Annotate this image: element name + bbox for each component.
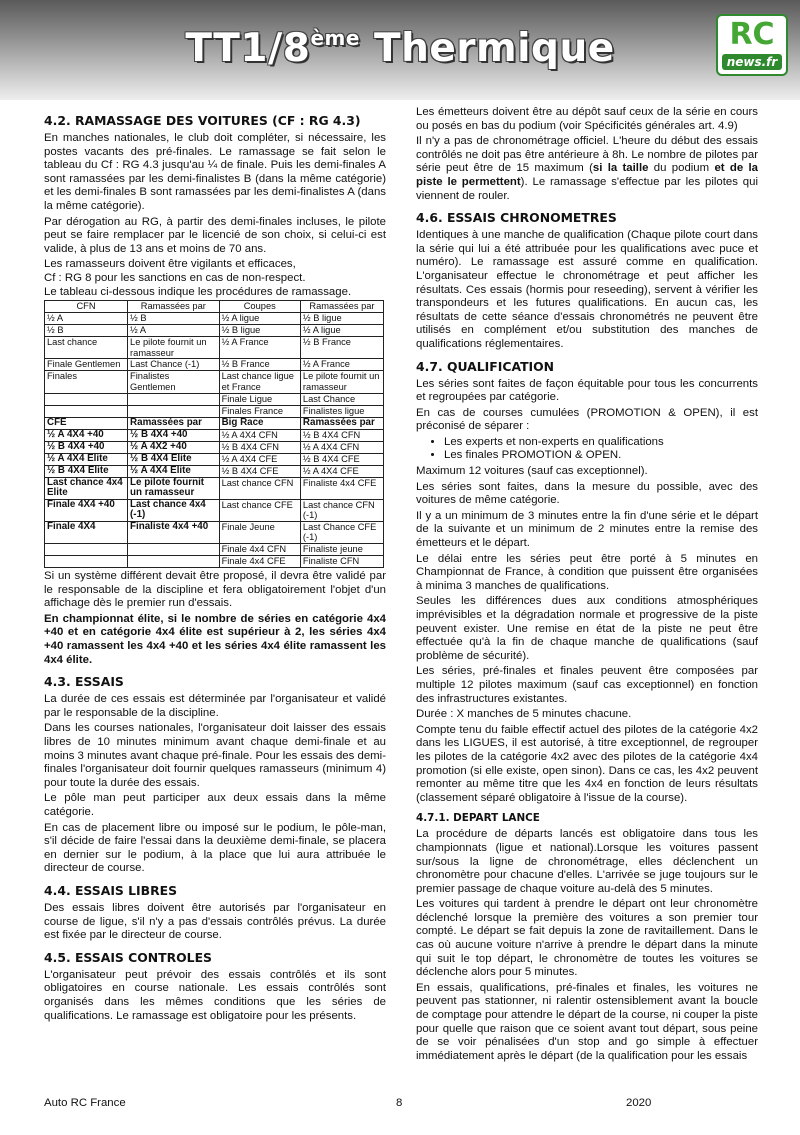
footer-publisher: Auto RC France bbox=[44, 1097, 126, 1109]
table-row bbox=[45, 429, 384, 441]
paragraph: L'organisateur peut prévoir des essais contrôlés et ils sont obligatoires en course nationale. Les essais contrôlés sont organisés dans les mêmes conditions que les séries de qualifications. Le ramassage est obligatoire pour les présents. bbox=[44, 968, 386, 1022]
paragraph: En cas de courses cumulées (PROMOTION & OPEN), il est préconisé de séparer : bbox=[416, 406, 758, 433]
section-4-3-title: 4.3. ESSAIS bbox=[44, 674, 124, 690]
table-cell: ½ A bbox=[128, 325, 220, 337]
paragraph: Le délai entre les séries peut être porté à 5 minutes en Championnat de France, à condition que puissent être organisées à minima 3 manches de qualifications. bbox=[416, 552, 758, 592]
paragraph: Cf : RG 8 pour les sanctions en cas de non-respect. bbox=[44, 271, 306, 284]
table-cell: Finale Jeune bbox=[219, 521, 300, 543]
paragraph: Par dérogation au RG, à partir des demi-finales incluses, le pilote peut se faire remplacer par le licencié de son choix, si celui-ci est valide, à plus de 13 ans et moins de 70 ans. bbox=[44, 215, 386, 255]
paragraph: Si un système différent devait être proposé, il devra être validé par le responsable de la discipline et fera obligatoirement l'objet d'un affichage dès le premier run d'essais. bbox=[44, 570, 386, 610]
paragraph: Compte tenu du faible effectif actuel des pilotes de la catégorie 4x2 dans les LIGUES, il est autorisé, à titre exceptionnel, de regrouper les pilotes de la catégorie 4x2 avec des pilotes de la catégorie 4x4 promotion (si elle existe, open sinon). Dans ce cas, les 4x2 peuvent remonter au même titre que les 4x4 en fonction de leurs résultats (classement séparé obligatoire à l'issue de la course). bbox=[416, 723, 758, 804]
table-cell: Finaliste jeune bbox=[300, 544, 383, 556]
table-cell: ½ B ligue bbox=[300, 313, 383, 325]
table-cell: Last chance 4x4 (-1) bbox=[128, 499, 220, 521]
table-cell: Finale 4x4 CFE bbox=[219, 556, 300, 568]
paragraph: Il y a un minimum de 3 minutes entre la fin d'une série et le départ de la suivante et un minimum de 2 minutes entre la remise des émetteurs et le départ. bbox=[416, 509, 758, 550]
ramassage-table bbox=[44, 300, 384, 568]
table-row bbox=[45, 313, 384, 325]
paragraph: Le tableau ci-dessous indique les procédures de ramassage. bbox=[44, 285, 352, 298]
paragraph: Maximum 12 voitures (sauf cas exceptionnel). bbox=[416, 465, 648, 478]
table-cell: Finale 4x4 CFN bbox=[219, 544, 300, 556]
table-cell bbox=[45, 544, 128, 556]
table-row bbox=[45, 453, 384, 465]
logo-news-text: news.fr bbox=[722, 54, 782, 70]
table-cell: ½ B 4X4 CFE bbox=[300, 453, 383, 465]
table-cell: Le pilote fournit un ramasseur bbox=[128, 337, 220, 359]
table-cell: Finale 4X4 bbox=[45, 521, 128, 543]
section-4-4-title: 4.4. ESSAIS LIBRES bbox=[44, 882, 178, 898]
page-title bbox=[0, 26, 800, 71]
paragraph: La durée de ces essais est déterminée par l'organisateur et validé par le responsable de la discipline. bbox=[44, 693, 386, 719]
table-row bbox=[45, 371, 384, 393]
table-row bbox=[45, 477, 384, 499]
table-header-row bbox=[45, 301, 384, 313]
table-cell: ½ B 4X4 Elite bbox=[45, 465, 128, 477]
table-header-cell: Ramassées par bbox=[128, 301, 220, 313]
table-cell: Le pilote fournit un ramasseur bbox=[128, 477, 220, 499]
table-cell: Big Race bbox=[219, 417, 300, 429]
table-header-cell: Ramassées par bbox=[300, 301, 383, 313]
paragraph: La procédure de départs lancés est obligatoire dans tous les championnats (ligue et national).Lorsque les voitures passent sur/sous la ligne de chronométrage, elles déclenchent un chronomètre pour chacune d'elles. L'arrivée se juge toujours sur le premier passage de chaque voiture au-delà des 5 minutes. bbox=[416, 828, 758, 895]
list-item: • Les experts et non-experts en qualifications bbox=[444, 436, 758, 450]
text-run: du podium bbox=[648, 162, 715, 175]
table-cell: Finaliste CFN bbox=[300, 556, 383, 568]
paragraph: Le pôle man peut participer aux deux essais dans la même catégorie. bbox=[44, 792, 386, 818]
bold-text-run: si la taille bbox=[592, 162, 649, 175]
table-row bbox=[45, 405, 384, 417]
table-cell: Last chance bbox=[45, 337, 128, 359]
table-cell: ½ A 4X4 CFE bbox=[219, 453, 300, 465]
table-cell bbox=[128, 393, 220, 405]
title-superscript: ème bbox=[310, 26, 360, 50]
bullet-list bbox=[416, 436, 758, 463]
text-run: ). Le ramassage s'effectue par les pilotes qui viennent de rouler. bbox=[416, 175, 758, 202]
table-cell: ½ A ligue bbox=[219, 313, 300, 325]
table-cell: ½ A France bbox=[219, 337, 300, 359]
paragraph: En essais, qualifications, pré-finales et finales, les voitures ne peuvent pas stationner, ni ralentir ostensiblement avant la boucle de comptage pour attendre le départ de la course, ni couper la piste pour quelle que raison que ce soient avant tout départ, sous peine de se voir pénalisées d'un stop and go simple à effectuer immédiatement après le départ (de la qualification pour les essais bbox=[416, 981, 758, 1062]
table-cell: Le pilote fournit un ramasseur bbox=[300, 371, 383, 393]
table-cell: Finale 4X4 +40 bbox=[45, 499, 128, 521]
table-cell: ½ B 4X4 CFN bbox=[300, 429, 383, 441]
table-cell: ½ B 4X4 CFN bbox=[219, 441, 300, 453]
table-cell: Last Chance bbox=[300, 393, 383, 405]
bold-text-run: et de la piste le permettent bbox=[416, 162, 759, 188]
list-item: • Les finales PROMOTION & OPEN. bbox=[444, 449, 758, 463]
paragraph: Durée : X manches de 5 minutes chacune. bbox=[416, 708, 632, 721]
table-cell: Ramassées par bbox=[128, 417, 220, 429]
table-row bbox=[45, 556, 384, 568]
footer-year: 2020 bbox=[626, 1097, 652, 1109]
table-cell bbox=[45, 393, 128, 405]
table-cell: ½ A France bbox=[300, 359, 383, 371]
left-column bbox=[44, 106, 386, 1025]
table-header-cell: Coupes bbox=[219, 301, 300, 313]
table-cell: ½ A 4X4 CFN bbox=[219, 429, 300, 441]
table-cell bbox=[128, 544, 220, 556]
paragraph: Les voitures qui tardent à prendre le départ ont leur chronomètre déclenché lorsque la première des voitures a son premier tour compté. Le départ se fait depuis la zone de ravitaillement. Dans le cas où aucune voiture n'arrive à prendre le départ dans la minute qui suit le top départ, le chronomètre de toutes les voitures se déclenche alors pour 5 minutes. bbox=[416, 898, 758, 979]
table-cell: Last chance CFN bbox=[219, 477, 300, 499]
table-cell: Last chance 4x4 Elite bbox=[45, 477, 128, 499]
paragraph: En manches nationales, le club doit compléter, si nécessaire, les postes vacants des pré-finales. Le ramassage se fait selon le tableau du Cf : RG 4.3 jusqu'au ¼ de finale. Puis les demi-finales A sont ramassées par les demi-finalistes B (dans la même catégorie) et les demi-finales B sont ramassées par les demi-finalistes A (dans la même catégorie). bbox=[44, 132, 386, 212]
page-header bbox=[0, 0, 800, 100]
paragraph: Seules les différences dues aux conditions atmosphériques imprévisibles et la dégradation normale et progressive de la piste peuvent exister. Une remise en état de la piste ne peut être effectuée qu'à la fin de chaque manche de qualifications (sauf problème de sécurité). bbox=[416, 595, 758, 662]
section-4-7-1-title: 4.7.1. DEPART LANCE bbox=[416, 812, 540, 825]
paragraph: Les ramasseurs doivent être vigilants et efficaces, bbox=[44, 258, 296, 271]
table-cell: ½ B 4X4 CFE bbox=[219, 465, 300, 477]
table-cell: ½ A 4X4 CFN bbox=[300, 441, 383, 453]
table-row bbox=[45, 499, 384, 521]
rc-news-logo bbox=[716, 14, 788, 76]
table-cell: Last chance CFN (-1) bbox=[300, 499, 383, 521]
text-run: Il n'y a pas de chronométrage officiel. L'heure du début des essais contrôlés ne doit pas être antérieure à 8h. Le nombre de pilotes par série peut être de 15 maximum ( bbox=[416, 135, 758, 175]
paragraph: Dans les courses nationales, l'organisateur doit laisser des essais libres de 10 minutes minimum avant chaque demi-finale et au moins 3 minutes avant chaque pré-finale. Pour les essais des demi-finales l'organisateur doit fournir quelques ramasseurs (minimum 4) pour toute la durée des essais. bbox=[44, 722, 386, 789]
table-cell: CFE bbox=[45, 417, 128, 429]
paragraph: En cas de placement libre ou imposé sur le podium, le pôle-man, s'il décide de faire l'essai dans la deuxième demi-finale, se placera en dernier sur le podium, à la place que lui aura attribuée le directeur de course. bbox=[44, 821, 386, 875]
table-cell: Last Chance (-1) bbox=[128, 359, 220, 371]
table-cell: Finalistes ligue bbox=[300, 405, 383, 417]
paragraph: Les émetteurs doivent être au dépôt sauf ceux de la série en cours ou posés en bas du podium (voir Spécificités générales art. 4.9) bbox=[416, 106, 758, 132]
table-cell: ½ B bbox=[45, 325, 128, 337]
table-cell: ½ A ligue bbox=[300, 325, 383, 337]
logo-rc-text: RC bbox=[729, 17, 775, 52]
table-header-cell: CFN bbox=[45, 301, 128, 313]
section-4-6-title: 4.6. ESSAIS CHRONOMETRES bbox=[416, 210, 617, 226]
paragraph: Les séries, pré-finales et finales peuvent être composées par multiple 12 pilotes maximum (sauf cas exceptionnel) en fonction des infrastructures existantes. bbox=[416, 665, 758, 705]
table-row bbox=[45, 325, 384, 337]
table-cell: ½ A 4X4 Elite bbox=[128, 465, 220, 477]
table-cell: ½ B 4X4 Elite bbox=[128, 453, 220, 465]
table-cell bbox=[128, 405, 220, 417]
table-cell: ½ B France bbox=[219, 359, 300, 371]
table-cell: ½ B 4X4 +40 bbox=[45, 441, 128, 453]
section-4-2-title: 4.2. RAMASSAGE DES VOITURES (CF : RG 4.3) bbox=[44, 113, 361, 128]
table-cell: ½ A 4X2 +40 bbox=[128, 441, 220, 453]
table-cell: Ramassées par bbox=[300, 417, 383, 429]
table-cell bbox=[128, 556, 220, 568]
section-4-7-title: 4.7. QUALIFICATION bbox=[416, 358, 555, 374]
paragraph bbox=[416, 135, 758, 203]
table-cell: Finale Gentlemen bbox=[45, 359, 128, 371]
paragraph: Les séries sont faites, dans la mesure du possible, avec des voitures de même catégorie. bbox=[416, 480, 758, 507]
table-cell: ½ A 4X4 +40 bbox=[45, 429, 128, 441]
table-cell: ½ B France bbox=[300, 337, 383, 359]
right-column bbox=[416, 106, 758, 1065]
table-cell: Finales bbox=[45, 371, 128, 393]
table-cell: Last chance ligue et France bbox=[219, 371, 300, 393]
table-cell: Last Chance CFE (-1) bbox=[300, 521, 383, 543]
title-main: TT1/8 bbox=[185, 26, 311, 71]
table-row bbox=[45, 521, 384, 543]
table-cell: ½ A 4X4 CFE bbox=[300, 465, 383, 477]
section-4-5-title: 4.5. ESSAIS CONTROLES bbox=[44, 949, 212, 965]
table-cell: Finalistes Gentlemen bbox=[128, 371, 220, 393]
table-cell: Finales France bbox=[219, 405, 300, 417]
table-cell: ½ A 4X4 Elite bbox=[45, 453, 128, 465]
table-cell: Last chance CFE bbox=[219, 499, 300, 521]
table-cell: Finaliste 4x4 +40 bbox=[128, 521, 220, 543]
table-cell: ½ B bbox=[128, 313, 220, 325]
table-cell: Finaliste 4x4 CFE bbox=[300, 477, 383, 499]
table-row bbox=[45, 544, 384, 556]
table-cell: ½ A bbox=[45, 313, 128, 325]
table-cell: Finale Ligue bbox=[219, 393, 300, 405]
table-row bbox=[45, 465, 384, 477]
table-cell: ½ B ligue bbox=[219, 325, 300, 337]
table-row bbox=[45, 417, 384, 429]
table-cell: ½ B 4X4 +40 bbox=[128, 429, 220, 441]
paragraph: Les séries sont faites de façon équitable pour tous les concurrents et regroupées par catégorie. bbox=[416, 377, 758, 404]
paragraph: Identiques à une manche de qualification (Chaque pilote court dans la série qui lui a été attribuée pour les qualifications avec puce et numéro). Le ramassage est assuré comme en qualification. L'organisateur effectue le chronométrage et peut afficher les résultats. Ces essais (hormis pour reseeding), servent à vérifier les transpondeurs et les futures qualifications. En aucun cas, les résultats de cette séance d'essais chronométrés ne peuvent être utilisés en complément et/ou substitution des manches de qualifications réglementaires. bbox=[416, 229, 758, 350]
table-cell bbox=[45, 556, 128, 568]
title-rest: Thermique bbox=[359, 26, 615, 71]
table-row bbox=[45, 393, 384, 405]
page-number: 8 bbox=[396, 1097, 403, 1109]
table-row bbox=[45, 359, 384, 371]
table-cell bbox=[45, 405, 128, 417]
bold-paragraph: En championnat élite, si le nombre de séries en catégorie 4x4 +40 et en catégorie 4x4 élite est supérieur à 2, les séries 4x4 +40 ramassent les 4x4 +40 et les séries 4x4 élite ramassent les 4x4 élite. bbox=[44, 612, 386, 666]
table-row bbox=[45, 441, 384, 453]
paragraph: Des essais libres doivent être autorisés par l'organisateur en course de ligue, s'il n'y a pas d'essais contrôlés prévus. La durée est fixée par le directeur de course. bbox=[44, 901, 386, 942]
table-row bbox=[45, 337, 384, 359]
